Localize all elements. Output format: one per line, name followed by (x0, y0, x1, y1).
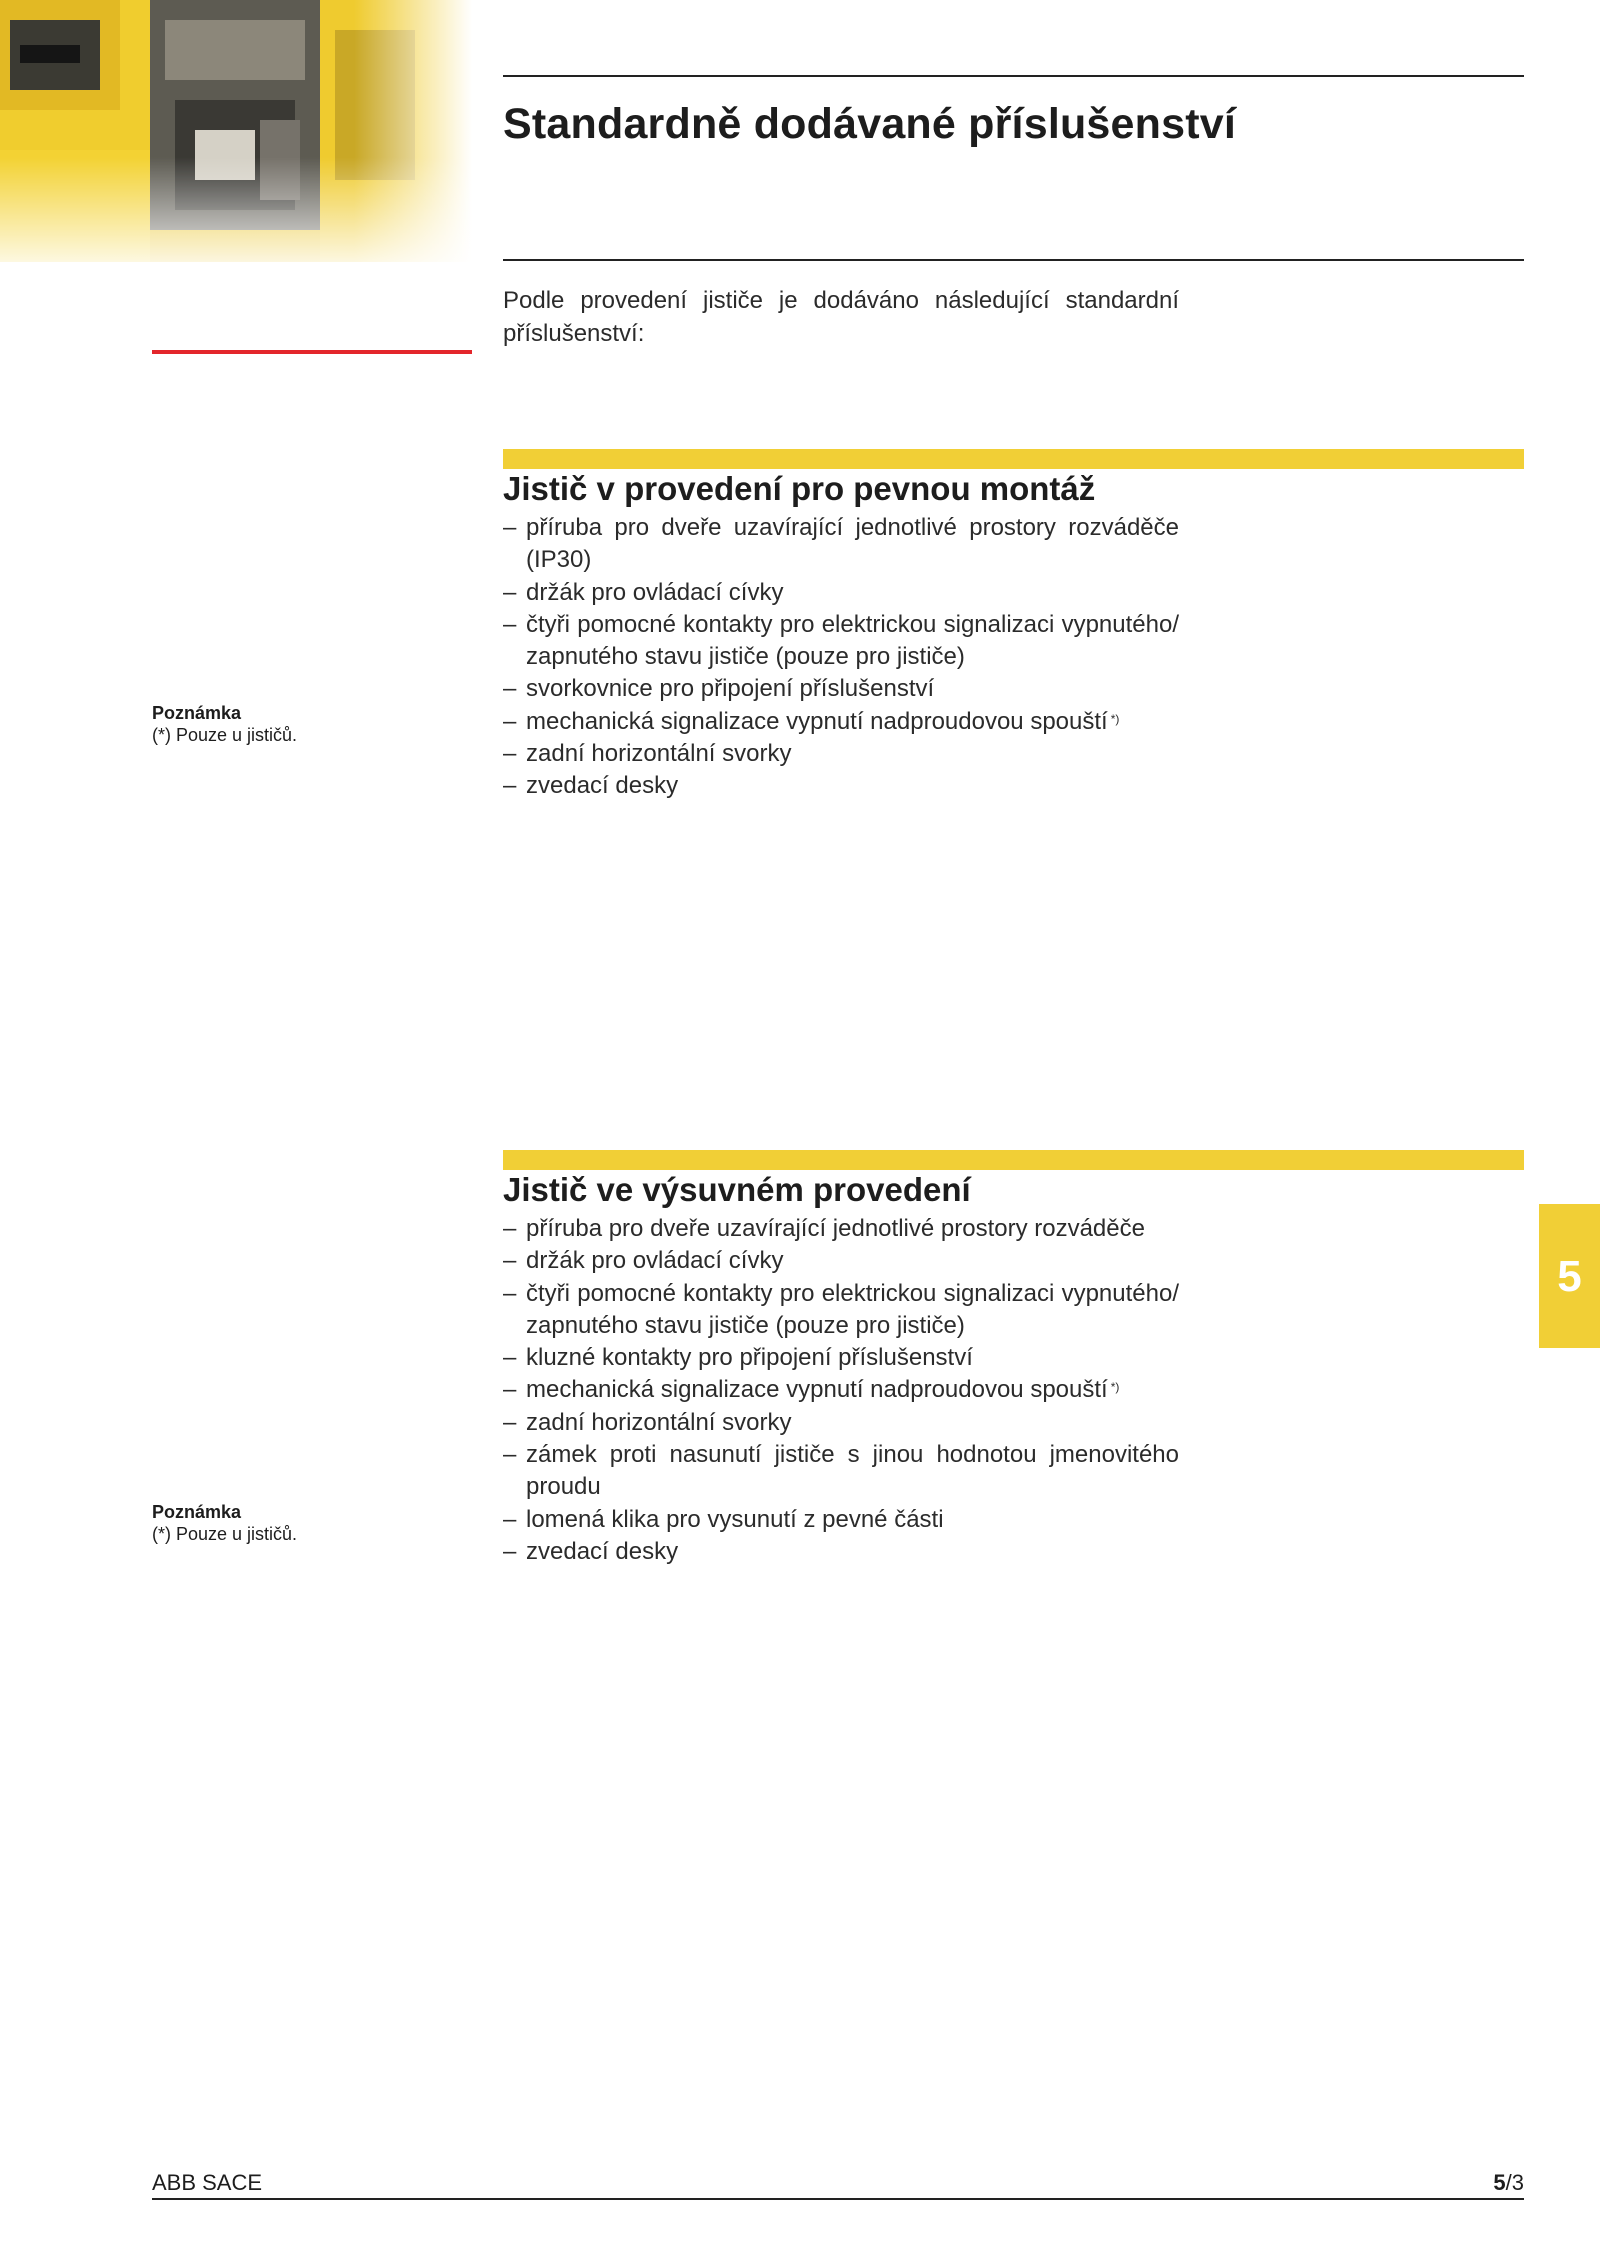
note-text: (*) Pouze u jističů. (152, 725, 298, 745)
circuit-breaker-photo (0, 0, 472, 262)
list-item: – mechanická signalizace vypnutí nadproudovou spouští *) (503, 706, 1179, 738)
list-item: – příruba pro dveře uzavírající jednotlivé prostory rozváděče (IP30) (503, 512, 1179, 577)
header-photo (0, 0, 472, 262)
list-item: – zvedací desky (503, 770, 1179, 802)
list-item: – svorkovnice pro připojení příslušenství (503, 673, 1179, 705)
list-item: – mechanická signalizace vypnutí nadproudovou spouští *) (503, 1374, 1179, 1406)
page-title: Standardně dodávané příslušenství (503, 100, 1237, 148)
list-item: – zvedací desky (503, 1536, 1179, 1568)
footer-brand: ABB SACE (152, 2170, 263, 2195)
list-item: – lomená klika pro vysunutí z pevné části (503, 1504, 1179, 1536)
section-1-note (152, 702, 297, 746)
footer-rule (152, 2198, 1524, 2200)
note-label: Poznámka (152, 703, 242, 723)
list-item: – držák pro ovládací cívky (503, 577, 1179, 609)
list-item: – zámek proti nasunutí jističe s jinou hodnotou jmenovitého proudu (503, 1439, 1179, 1504)
list-item: – příruba pro dveře uzavírající jednotlivé prostory rozváděče (503, 1213, 1179, 1245)
chapter-number: 5 (1557, 1252, 1582, 1301)
footnote-mark: *) (1110, 711, 1120, 726)
list-item: – čtyři pomocné kontakty pro elektrickou signalizaci vypnutého/ zapnutého stavu jističe (pouze pro jističe) (503, 1278, 1179, 1343)
section-1-title: Jistič v provedení pro pevnou montáž (503, 470, 1096, 507)
list-item: – držák pro ovládací cívky (503, 1245, 1179, 1277)
section-1-bar (503, 449, 1524, 469)
note-text: (*) Pouze u jističů. (152, 1524, 298, 1544)
title-bottom-rule (503, 259, 1524, 261)
section-2-note (152, 1501, 297, 1545)
page-number: 5/3 (1493, 2170, 1524, 2195)
section-2-list (503, 1213, 1179, 1568)
section-2-bar (503, 1150, 1524, 1170)
list-item: – čtyři pomocné kontakty pro elektrickou signalizaci vypnutého/ zapnutého stavu jističe (pouze pro jističe) (503, 609, 1179, 674)
section-1-list (503, 512, 1179, 803)
footnote-mark: *) (1110, 1380, 1120, 1395)
top-rule (503, 75, 1524, 77)
note-label: Poznámka (152, 1502, 242, 1522)
list-item: – zadní horizontální svorky (503, 1407, 1179, 1439)
section-2-title: Jistič ve výsuvném provedení (503, 1171, 971, 1208)
list-item: – zadní horizontální svorky (503, 738, 1179, 770)
list-item: – kluzné kontakty pro připojení příslušenství (503, 1342, 1179, 1374)
red-accent-rule (152, 350, 472, 354)
intro-paragraph: Podle provedení jističe je dodáváno následující standardní příslušenství: (503, 287, 1179, 347)
chapter-tab (1539, 1204, 1600, 1348)
